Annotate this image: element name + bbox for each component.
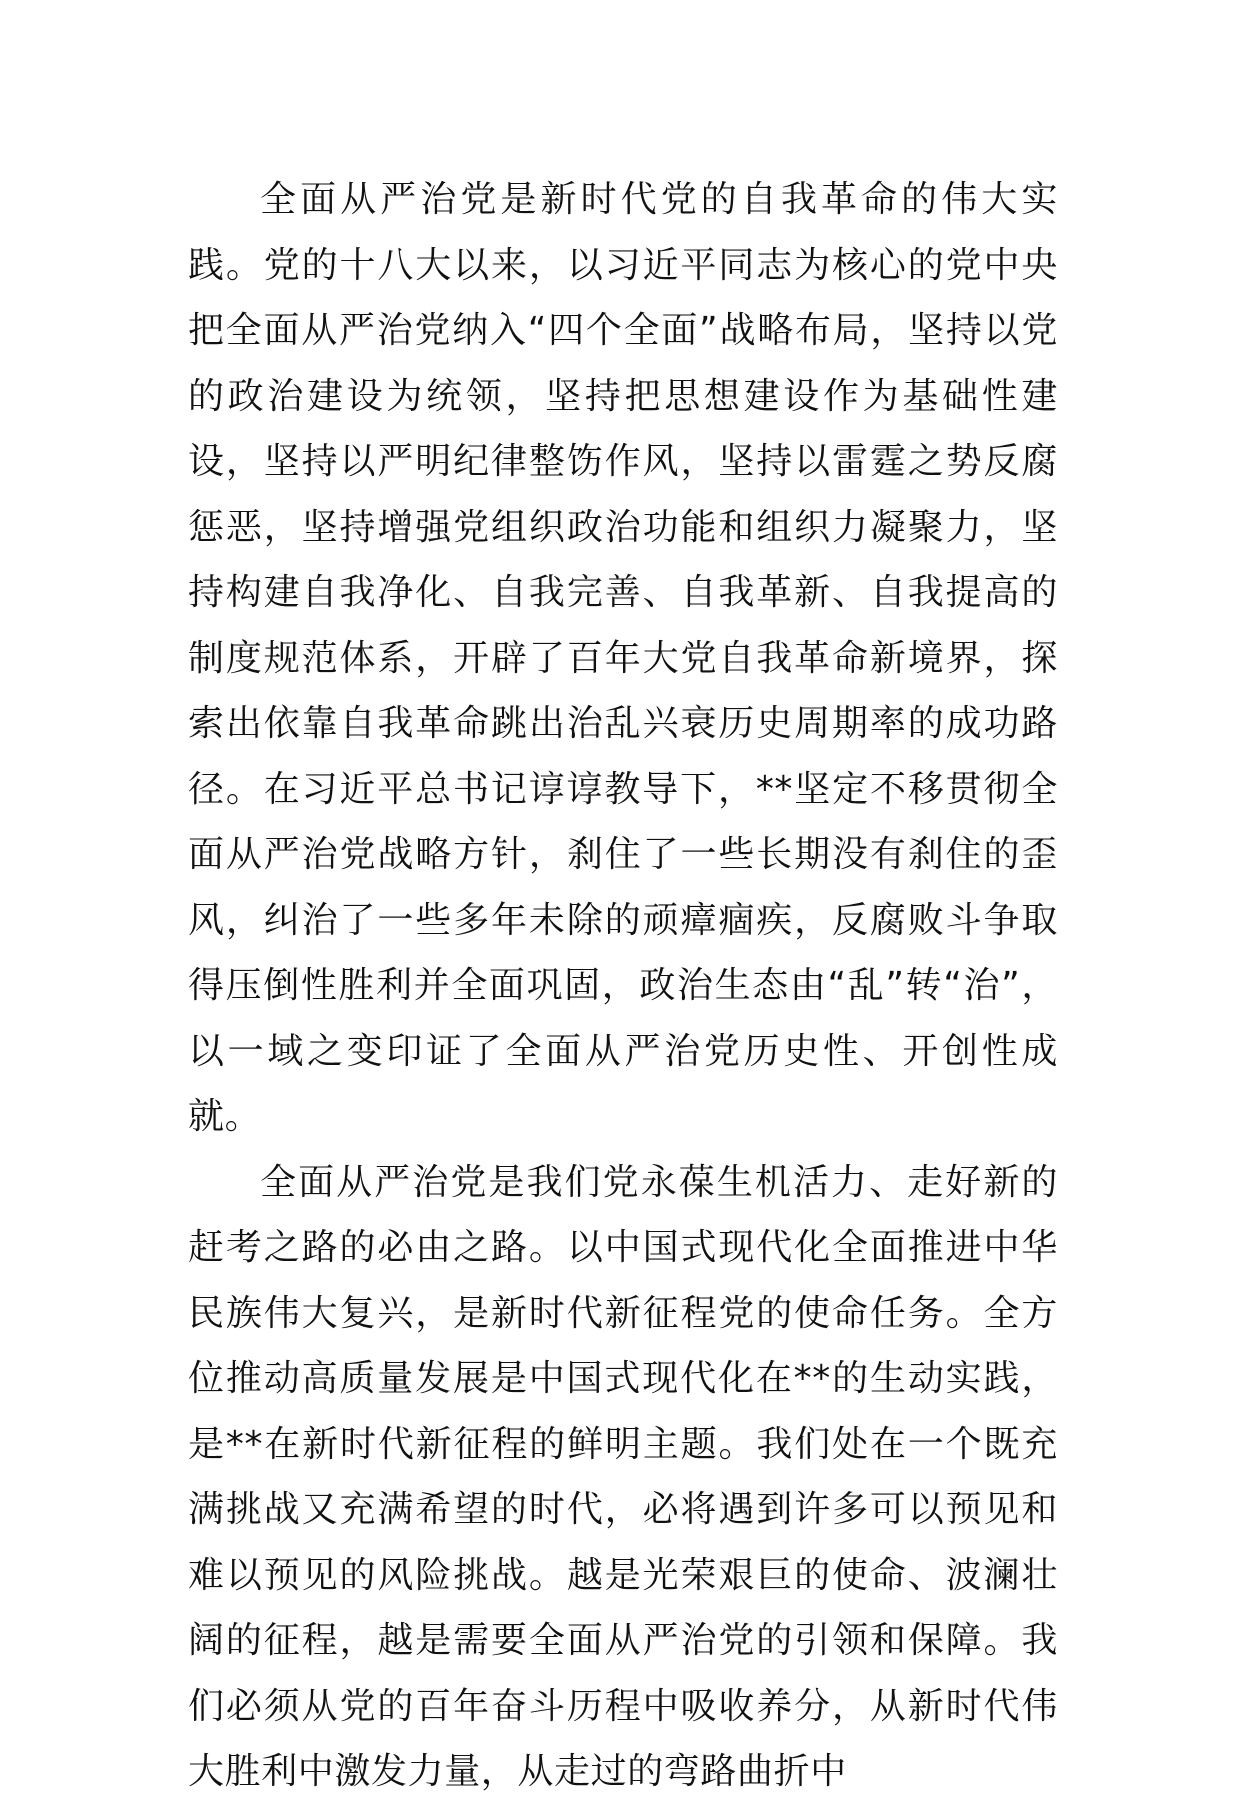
paragraph-2: 全面从严治党是我们党永葆生机活力、走好新的赶考之路的必由之路。以中国式现代化全面推进中华民族伟大复兴，是新时代新征程党的使命任务。全方位推动高质量发展是中国式现代化在**的生动实践，是**在新时代新征程的鲜明主题。我们处在一个既充满挑战又充满希望的时代，必将遇到许多可以预见和难以预见的风险挑战。越是光荣艰巨的使命、波澜壮阔的征程，越是需要全面从严治党的引领和保障。我们必须从党的百年奋斗历程中吸收养分，从新时代伟大胜利中激发力量，从走过的弯路曲折中 — [188, 1161, 1058, 1792]
paragraph-1: 全面从严治党是新时代党的自我革命的伟大实践。党的十八大以来，以习近平同志为核心的党中央把全面从严治党纳入“四个全面”战略布局，坚持以党的政治建设为统领，坚持把思想建设作为基础性建设，坚持以严明纪律整饬作风，坚持以雷霆之势反腐惩恶，坚持增强党组织政治功能和组织力凝聚力，坚持构建自我净化、自我完善、自我革新、自我提高的制度规范体系，开辟了百年大党自我革命新境界，探索出依靠自我革命跳出治乱兴衰历史周期率的成功路径。在习近平总书记谆谆教导下，**坚定不移贯彻全面从严治党战略方针，刹住了一些长期没有刹住的歪风，纠治了一些多年未除的顽瘴痼疾，反腐败斗争取得压倒性胜利并全面巩固，政治生态由“乱”转“治”，以一域之变印证了全面从严治党历史性、开创性成就。 — [188, 179, 1058, 1137]
document-body — [188, 167, 1058, 1805]
